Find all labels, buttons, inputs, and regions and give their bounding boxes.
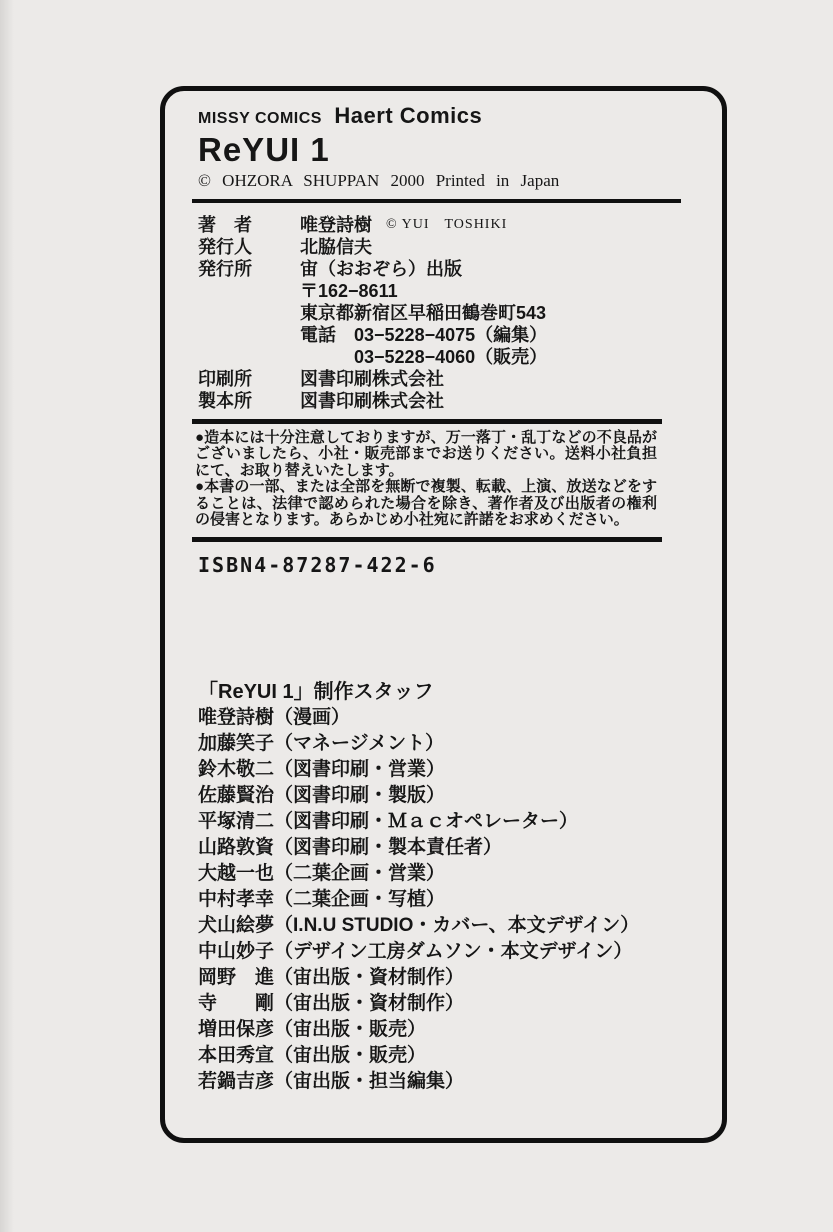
staff-member-name: 加藤笑子	[198, 733, 275, 755]
staff-member-name: 平塚清二	[198, 811, 275, 833]
staff-member-role: （マネージメント）	[274, 733, 445, 755]
publication-value: 〒162−8611	[300, 281, 398, 301]
publication-row	[198, 258, 722, 280]
staff-row	[198, 1017, 722, 1043]
staff-member-role: （図書印刷・製本責任者）	[274, 837, 503, 859]
staff-row	[198, 939, 722, 965]
staff-row	[198, 757, 722, 783]
staff-member-name: 中山妙子	[198, 941, 275, 963]
staff-member-role: （宙出版・資材制作）	[274, 967, 465, 989]
staff-row	[198, 913, 722, 939]
staff-member-name: 寺 剛	[198, 993, 275, 1015]
staff-member-name: 本田秀宣	[198, 1045, 275, 1067]
publication-label	[198, 346, 274, 368]
colophon-frame	[160, 86, 727, 1143]
publication-row	[198, 302, 722, 324]
publication-label: 著 者	[198, 215, 252, 235]
notice-paragraph: ●造本には十分注意しておりますが、万一落丁・乱丁などの不良品がございましたら、小社・販売部までお送りください。送料小社負担にて、お取り替えいたします。	[195, 429, 657, 479]
staff-row	[198, 1069, 722, 1095]
staff-member-name: 中村孝幸	[198, 889, 275, 911]
staff-row	[198, 965, 722, 991]
staff-row	[198, 991, 722, 1017]
publication-value: 唯登詩樹	[300, 215, 372, 235]
publication-label: 発行所	[198, 259, 252, 279]
publication-row	[198, 236, 722, 258]
notice-paragraph: ●本書の一部、または全部を無断で複製、転載、上演、放送などをすることは、法律で認められた場合を除き、著作者及び出版者の権利の侵害となります。あらかじめ小社宛に許諾をお求めください。	[195, 478, 657, 529]
publication-value: 電話 03−5228−4075（編集）	[300, 325, 548, 345]
publication-note: © YUI TOSHIKI	[386, 217, 508, 232]
publication-label	[198, 302, 274, 324]
staff-row	[198, 887, 722, 913]
staff-member-name: 大越一也	[198, 863, 275, 885]
publication-label	[198, 280, 274, 302]
staff-member-name: 若鍋吉彦	[198, 1071, 275, 1093]
header-block	[165, 91, 722, 192]
book-title: ReYUI 1	[198, 131, 330, 168]
notice-block	[165, 424, 657, 532]
staff-member-name: 鈴木敬二	[198, 759, 275, 781]
staff-member-name: 岡野 進	[198, 967, 275, 989]
staff-row	[198, 835, 722, 861]
publication-row	[198, 280, 722, 302]
imprint-label-large: Haert Comics	[334, 103, 483, 128]
staff-member-role: （漫画）	[274, 707, 351, 729]
staff-member-name: 唯登詩樹	[198, 707, 275, 729]
staff-row	[198, 809, 722, 835]
publication-value: 03−5228−4060（販売）	[300, 347, 548, 367]
staff-member-role: （宙出版・資材制作）	[274, 993, 465, 1015]
staff-member-role: （二葉企画・写植）	[274, 889, 446, 911]
publication-value: 図書印刷株式会社	[300, 369, 444, 389]
staff-row	[198, 731, 722, 757]
staff-row	[198, 1043, 722, 1069]
publication-value: 図書印刷株式会社	[300, 391, 444, 411]
staff-list	[198, 705, 722, 1095]
staff-row	[198, 705, 722, 731]
publication-row	[198, 390, 722, 412]
imprint-line	[198, 105, 692, 130]
staff-member-role: （図書印刷・製版）	[274, 785, 446, 807]
staff-heading: 「ReYUI 1」制作スタッフ	[198, 681, 434, 704]
scan-edge-shadow	[0, 0, 14, 1232]
publication-value: 宙（おおぞら）出版	[300, 259, 462, 279]
staff-member-role: （デザイン工房ダムソン・本文デザイン）	[274, 941, 633, 963]
staff-block	[165, 577, 722, 1095]
publication-value: 東京都新宿区早稲田鶴巻町543	[300, 303, 547, 323]
isbn-number: ISBN4-87287-422-6	[198, 553, 437, 578]
staff-member-role: （図書印刷・Ｍａｃオペレーター）	[274, 811, 579, 833]
imprint-label-small: MISSY COMICS	[198, 110, 322, 127]
copyright-line: © OHZORA SHUPPAN 2000 Printed in Japan	[198, 171, 560, 190]
staff-member-role: （二葉企画・営業）	[274, 863, 446, 885]
staff-member-role: （I.N.U STUDIO・カバー、本文デザイン）	[274, 915, 640, 937]
staff-member-role: （図書印刷・営業）	[274, 759, 446, 781]
staff-member-name: 増田保彦	[198, 1019, 275, 1041]
publication-row	[198, 214, 722, 236]
publication-label	[198, 324, 274, 346]
publication-row	[198, 368, 722, 390]
publication-row	[198, 324, 722, 346]
publication-row	[198, 346, 722, 368]
publication-label: 印刷所	[198, 369, 252, 389]
staff-member-name: 犬山絵夢	[198, 915, 275, 937]
staff-member-name: 山路敦資	[198, 837, 275, 859]
staff-member-role: （宙出版・担当編集）	[274, 1071, 465, 1093]
staff-member-role: （宙出版・販売）	[274, 1045, 427, 1067]
publication-label: 発行人	[198, 237, 252, 257]
publication-block	[165, 203, 722, 412]
staff-row	[198, 783, 722, 809]
staff-row	[198, 861, 722, 887]
staff-member-name: 佐藤賢治	[198, 785, 275, 807]
publication-label: 製本所	[198, 391, 252, 411]
publication-value: 北脇信夫	[300, 237, 372, 257]
staff-member-role: （宙出版・販売）	[274, 1019, 427, 1041]
